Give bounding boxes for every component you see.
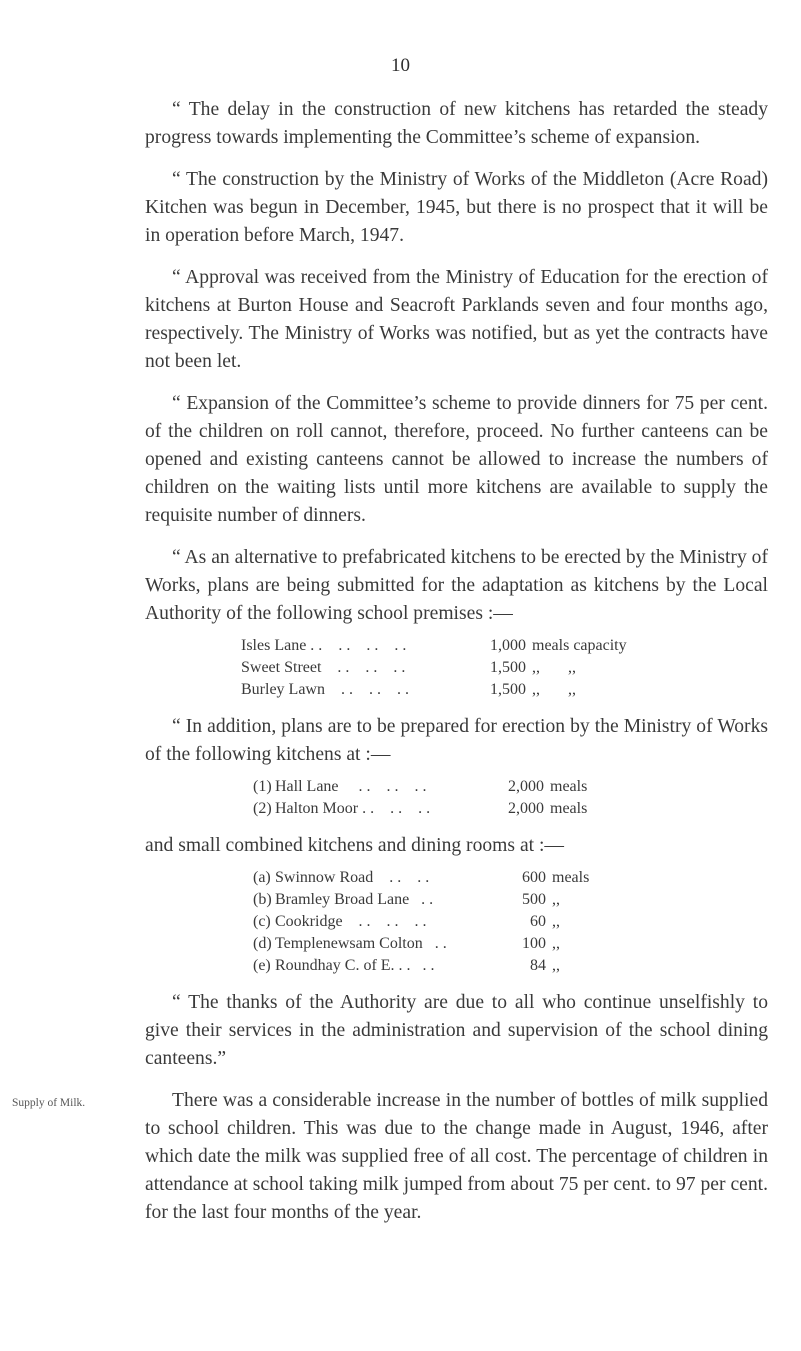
list-item	[145, 679, 768, 701]
paragraph-dining-rooms: and small combined kitchens and dining rooms at :—	[145, 835, 565, 856]
dining-room-meals: 84	[530, 957, 546, 974]
kitchen-name: Halton Moor . . . . . .	[275, 800, 431, 817]
dining-room-meals: 100	[522, 935, 546, 952]
kitchen-meals: 2,000	[508, 778, 544, 795]
list-item	[145, 798, 768, 820]
dining-room-name: Templenewsam Colton . .	[275, 935, 447, 952]
paragraph-expansion: “ Expansion of the Committee’s scheme to provide dinners for 75 per cent. of the children on roll cannot, therefore, proceed. No further canteens can be opened and existing canteens cannot be allowed to increase the numbers of children on the waiting lists until more kitchens are available to supply the requisite number of dinners.	[145, 393, 768, 526]
dining-room-meals: 600	[522, 869, 546, 886]
list-item	[145, 889, 768, 911]
premises-unit: meals capacity	[532, 637, 627, 654]
dining-room-meals: 60	[530, 913, 546, 930]
list-item	[145, 911, 768, 933]
dining-room-unit: ,,	[552, 913, 560, 930]
kitchen-name: Hall Lane . . . . . .	[275, 778, 427, 795]
list-item	[145, 635, 768, 657]
dining-room-name: Roundhay C. of E. . . . .	[275, 957, 435, 974]
paragraph-approval: “ Approval was received from the Ministry of Education for the erection of kitchens at Burton House and Seacroft Parklands seven and four months ago, respectively. The Ministry of Works was notified, but as yet the contracts have not been let.	[145, 267, 768, 372]
page-number: 10	[391, 55, 410, 76]
dining-room-meals: 500	[522, 891, 546, 908]
list-item	[145, 955, 768, 977]
premises-list	[145, 635, 768, 701]
item-label: (a)	[253, 869, 271, 886]
premises-capacity: 1,500	[490, 681, 526, 698]
dining-room-name: Swinnow Road . . . .	[275, 869, 430, 886]
dining-rooms-list	[145, 867, 768, 977]
premises-unit: ,, ,,	[532, 681, 576, 698]
kitchen-unit: meals	[550, 800, 588, 817]
premises-unit: ,, ,,	[532, 659, 576, 676]
item-label: (e)	[253, 957, 271, 974]
list-item	[145, 657, 768, 679]
premises-capacity: 1,500	[490, 659, 526, 676]
item-label: (2)	[253, 800, 272, 817]
kitchens-list	[145, 776, 768, 820]
dining-room-unit: ,,	[552, 891, 560, 908]
paragraph-thanks: “ The thanks of the Authority are due to all who continue unselfishly to give their services in the administration and supervision of the school dining canteens.”	[145, 992, 768, 1069]
premises-capacity: 1,000	[490, 637, 526, 654]
paragraph-milk-supply: There was a considerable increase in the number of bottles of milk supplied to school children. This was due to the change made in August, 1946, after which date the milk was supplied free of all cost. The percentage of children in attendance at school taking milk jumped from about 75 per cent. to 97 per cent. for the last four months of the year.	[145, 1090, 768, 1223]
item-label: (1)	[253, 778, 272, 795]
kitchen-unit: meals	[550, 778, 588, 795]
paragraph-alternative: “ As an alternative to prefabricated kitchens to be erected by the Ministry of Works, plans are being submitted for the adaptation as kitchens by the Local Authority of the following school premises :—	[145, 547, 768, 624]
list-item	[145, 867, 768, 889]
list-item	[145, 933, 768, 955]
premises-name: Burley Lawn . . . . . .	[241, 681, 409, 698]
paragraph-additional-kitchens: “ In addition, plans are to be prepared for erection by the Ministry of Works of the following kitchens at :—	[145, 716, 768, 765]
paragraph-middleton-kitchen: “ The construction by the Ministry of Works of the Middleton (Acre Road) Kitchen was begun in December, 1945, but there is no prospect that it will be in operation before March, 1947.	[145, 169, 768, 246]
dining-room-unit: meals	[552, 869, 590, 886]
dining-room-name: Bramley Broad Lane . .	[275, 891, 434, 908]
paragraph-kitchen-delay: “ The delay in the construction of new kitchens has retarded the steady progress towards implementing the Committee’s scheme of expansion.	[145, 99, 768, 148]
dining-room-name: Cookridge . . . . . .	[275, 913, 427, 930]
list-item	[145, 776, 768, 798]
main-text	[145, 96, 768, 1227]
kitchen-meals: 2,000	[508, 800, 544, 817]
item-label: (d)	[253, 935, 272, 952]
premises-name: Isles Lane . . . . . . . .	[241, 637, 407, 654]
margin-note-supply-of-milk: Supply of Milk.	[12, 1097, 86, 1109]
dining-room-unit: ,,	[552, 957, 560, 974]
dining-room-unit: ,,	[552, 935, 560, 952]
premises-name: Sweet Street . . . . . .	[241, 659, 406, 676]
item-label: (b)	[253, 891, 272, 908]
item-label: (c)	[253, 913, 271, 930]
